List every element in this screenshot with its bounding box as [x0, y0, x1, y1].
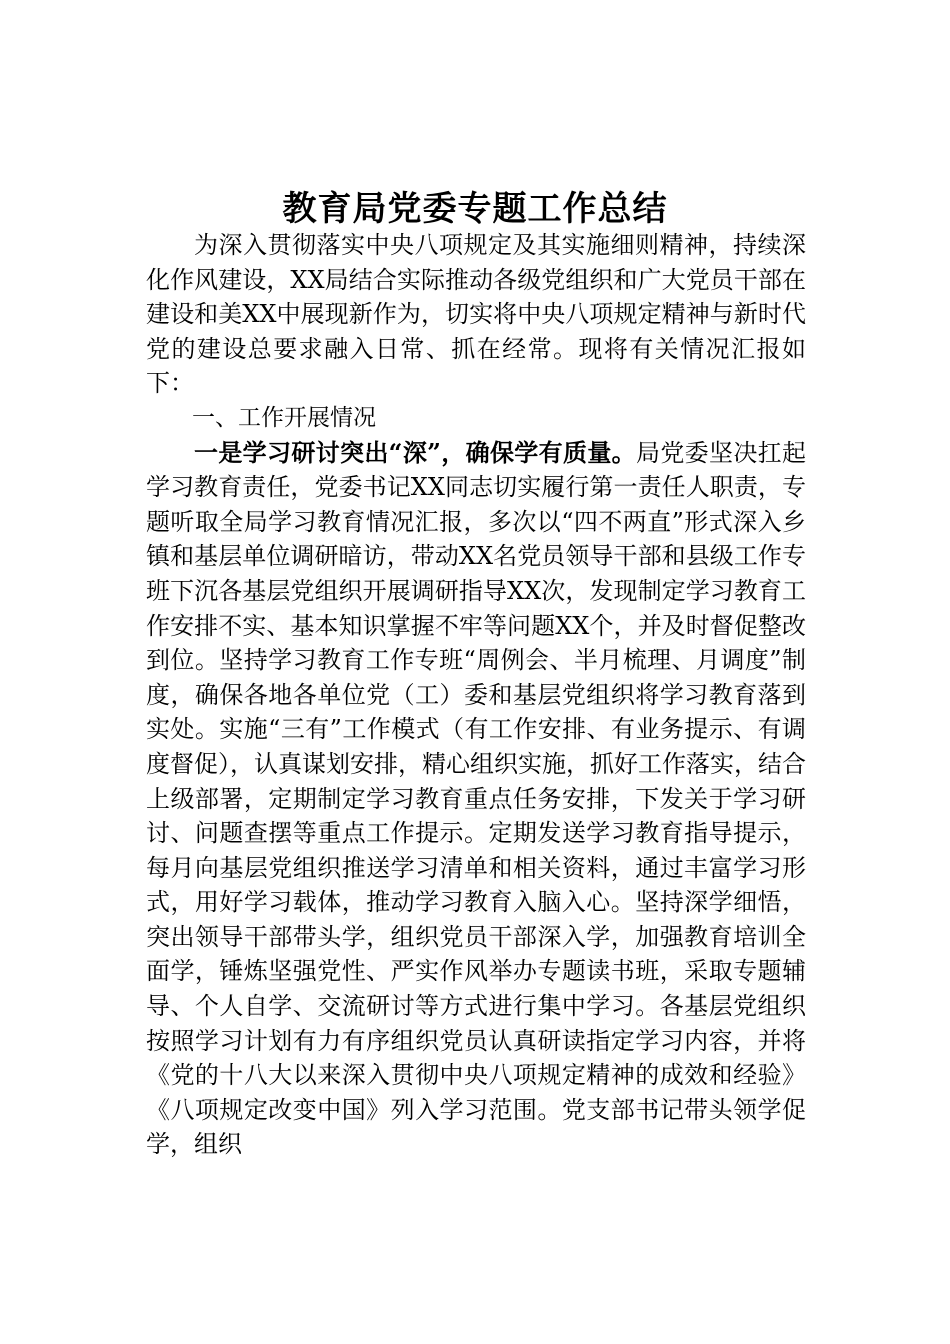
- point-one-body: 局党委坚决扛起学习教育责任，党委书记XX同志切实履行第一责任人职责，专题听取全局学习教育情况汇报，多次以“四不两直”形式深入乡镇和基层单位调研暗访，带动XX名党员领导干部和县级工作专班下沉各基层党组织开展调研指导XX次，发现制定学习教育工作安排不实、基本知识掌握不牢等问题XX个，并及时督促整改到位。坚持学习教育工作专班“周例会、半月梳理、月调度”制度，确保各地各单位党（工）委和基层党组织将学习教育落到实处。实施“三有”工作模式（有工作安排、有业务提示、有调度督促），认真谋划安排，精心组织实施，抓好工作落实，结合上级部署，定期制定学习教育重点任务安排，下发关于学习研讨、问题查摆等重点工作提示。定期发送学习教育指导提示，每月向基层党组织推送学习清单和相关资料，通过丰富学习形式，用好学习载体，推动学习教育入脑入心。坚持深学细悟，突出领导干部带头学，组织党员干部深入学，加强教育培训全面学，锤炼坚强党性、严实作风举办专题读书班，采取专题辅导、个人自学、交流研讨等方式进行集中学习。各基层党组织按照学习计划有力有序组织党员认真研读指定学习内容，并将《党的十八大以来深入贯彻中央八项规定精神的成效和经验》《八项规定改变中国》列入学习范围。党支部书记带头领学促学，组织: [146, 438, 807, 1159]
- point-one-lead: 一是学习研讨突出“深”，确保学有质量。: [194, 437, 636, 467]
- section-heading: 一、工作开展情况: [192, 404, 376, 431]
- document-title: 教育局党委专题工作总结: [282, 188, 668, 229]
- document-body: [146, 228, 806, 1162]
- intro-paragraph: 为深入贯彻落实中央八项规定及其实施细则精神，持续深化作风建设，XX局结合实际推动各级党组织和广大党员干部在建设和美XX中展现新作为，切实将中央八项规定精神与新时代党的建设总要求融入日常、抓在经常。现将有关情况汇报如下：: [146, 231, 806, 398]
- point-one-paragraph: [146, 436, 806, 1162]
